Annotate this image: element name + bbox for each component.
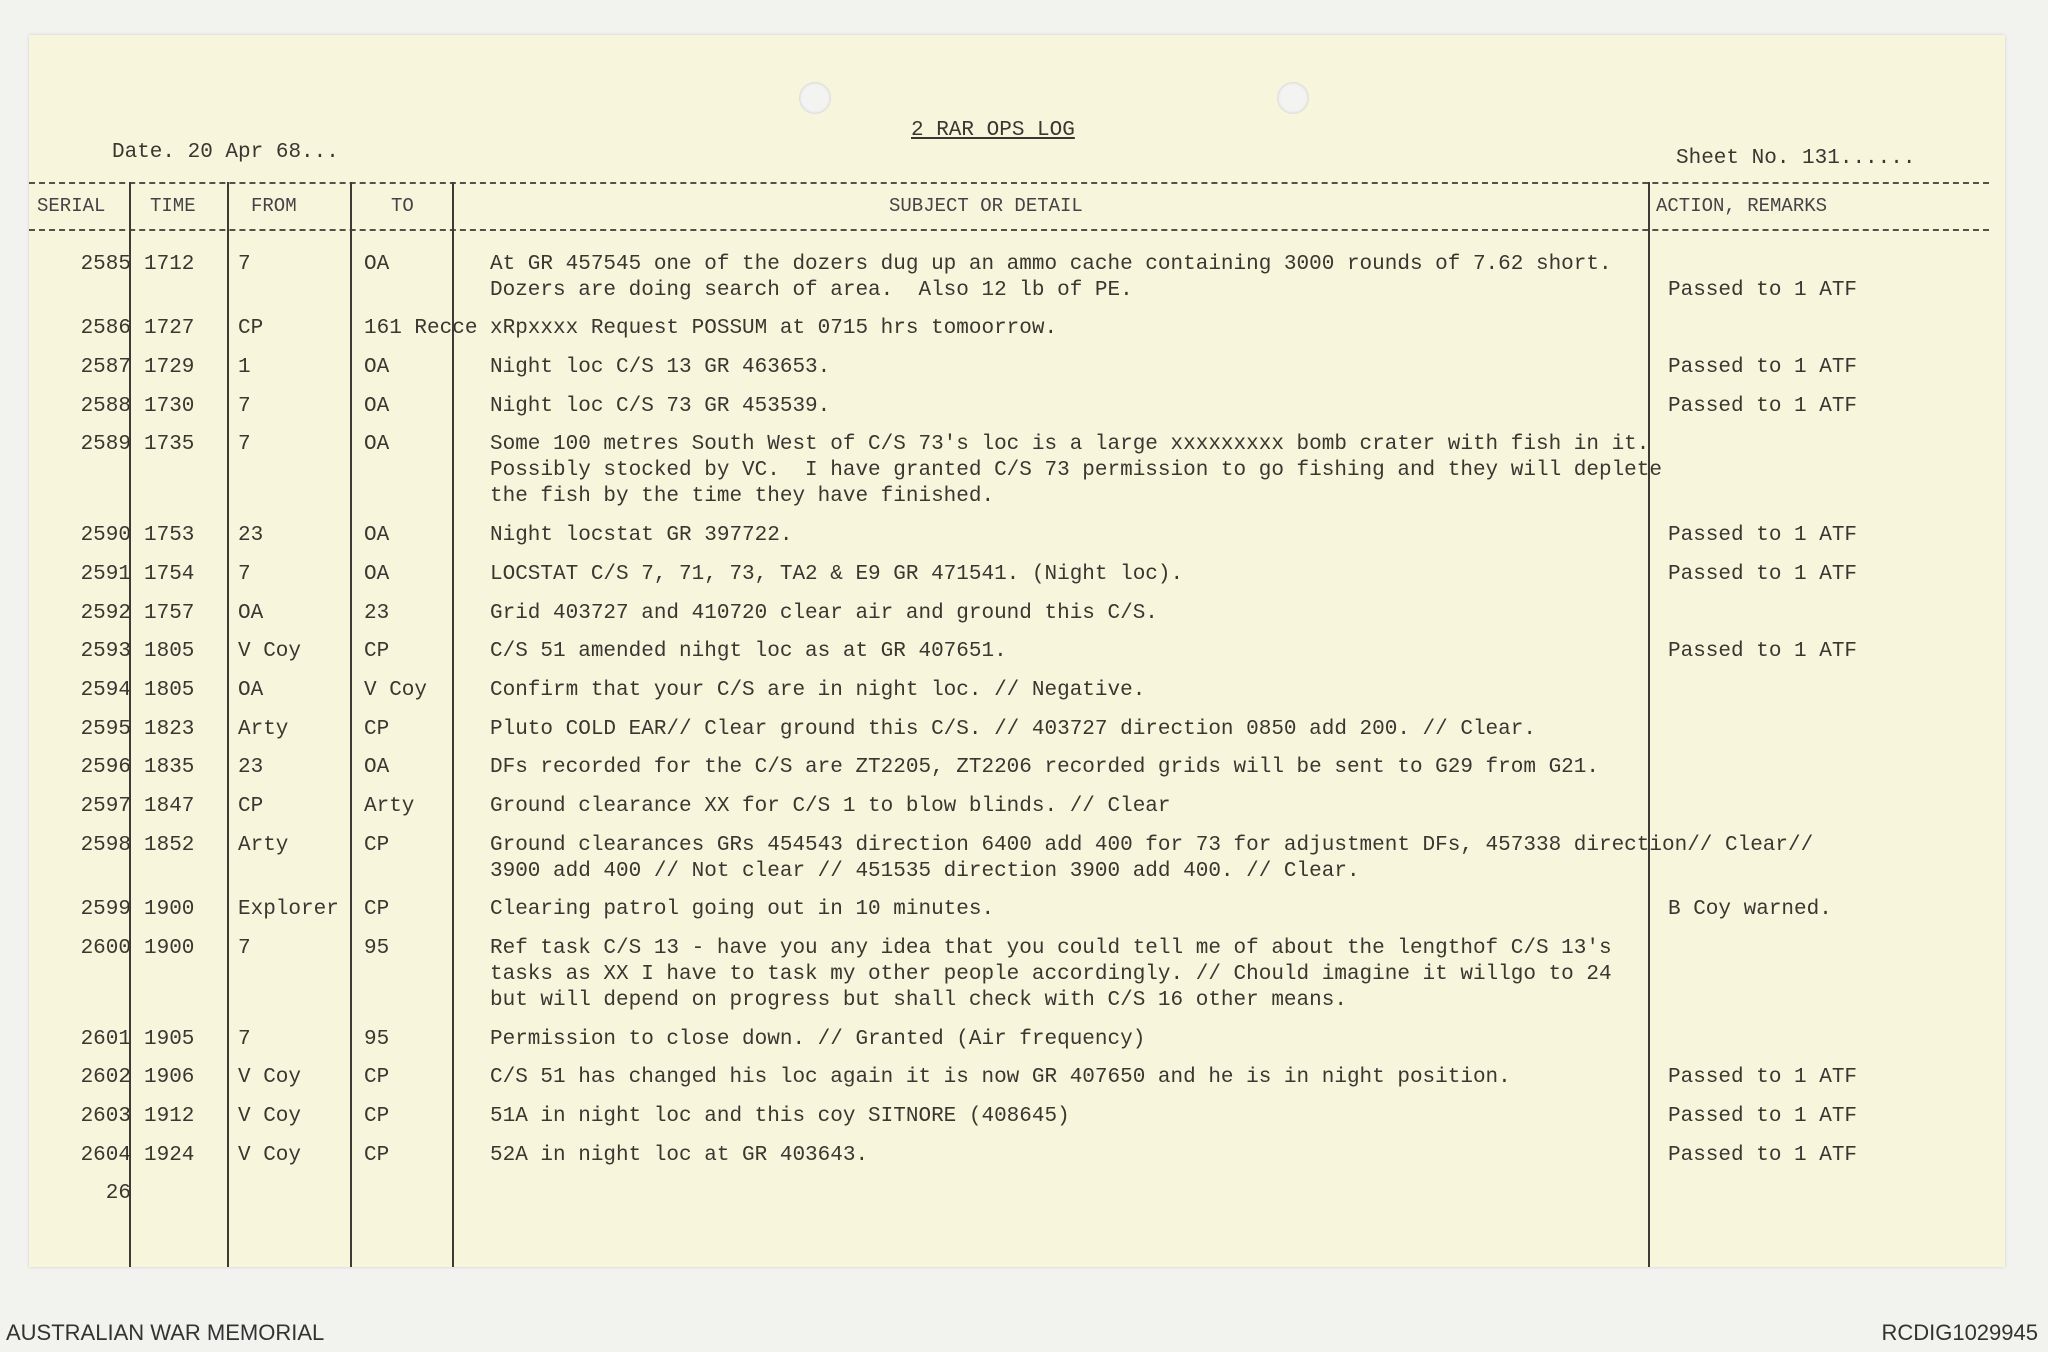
document-title: 2 RAR OPS LOG — [911, 119, 1075, 142]
cell-to: 23 — [364, 601, 390, 625]
sheet-value: 131 — [1802, 147, 1840, 170]
cell-to: CP — [364, 717, 390, 741]
column-header-to: TO — [391, 195, 414, 217]
cell-time: 1924 — [144, 1143, 195, 1167]
cell-time: 1906 — [144, 1066, 195, 1090]
cell-detail: Some 100 metres South West of C/S 73's loc is a large xxxxxxxxx bomb crater with fish in it. Possibly stocked by VC. I have granted C/S 73 permission to go fishing and they will deplete the fish by the time they have finished. — [490, 433, 1662, 509]
cell-time: 1757 — [144, 601, 195, 625]
cell-time: 1835 — [144, 756, 195, 780]
cell-detail: At GR 457545 one of the dozers dug up an ammo cache containing 3000 rounds of 7.62 short. Dozers are doing search of area. Also 12 lb of PE. — [490, 252, 1612, 302]
cell-time: 1847 — [144, 794, 195, 818]
cell-time — [131, 1181, 232, 1207]
log-row — [29, 304, 2005, 343]
log-row — [29, 1091, 2005, 1130]
cell-from: V Coy — [238, 1143, 302, 1167]
cell-action: Passed to 1 ATF — [1668, 1143, 1858, 1167]
cell-serial: 26 — [105, 1182, 131, 1206]
log-row — [29, 420, 2005, 511]
cell-action: Passed to 1 ATF — [1668, 640, 1858, 664]
log-row — [29, 704, 2005, 743]
cell-to: CP — [364, 898, 390, 922]
cell-serial: 2587 — [80, 356, 131, 380]
cell-detail: xRpxxxx Request POSSUM at 0715 hrs tomoorrow. — [490, 317, 1058, 341]
log-row — [29, 1014, 2005, 1053]
log-row — [29, 510, 2005, 549]
cell-action: Passed to 1 ATF — [1668, 1066, 1858, 1090]
cell-from — [232, 1181, 358, 1207]
cell-detail: Grid 403727 and 410720 clear air and ground this C/S. — [490, 601, 1158, 625]
log-entries — [29, 239, 2005, 1207]
cell-to: OA — [364, 562, 390, 586]
cell-from: 1 — [238, 356, 251, 380]
cell-to: OA — [364, 433, 390, 457]
cell-detail: Ground clearance XX for C/S 1 to blow blinds. // Clear — [490, 794, 1171, 818]
header-top-rule — [29, 182, 1989, 184]
cell-from: 23 — [238, 756, 264, 780]
cell-from: V Coy — [238, 1066, 302, 1090]
cell-detail: Night loc C/S 73 GR 453539. — [490, 394, 831, 418]
log-row — [29, 549, 2005, 588]
cell-action — [1658, 601, 1958, 627]
cell-serial: 2603 — [80, 1105, 131, 1129]
cell-detail: Clearing patrol going out in 10 minutes. — [490, 898, 995, 922]
cell-to: CP — [364, 1143, 390, 1167]
cell-serial: 2596 — [80, 756, 131, 780]
cell-serial: 2599 — [80, 898, 131, 922]
cell-to: 161 Recce — [364, 317, 478, 341]
sheet-label: Sheet No. — [1676, 147, 1790, 170]
cell-time: 1905 — [144, 1027, 195, 1051]
date-value: 20 Apr 68 — [187, 141, 302, 164]
cell-to: OA — [364, 756, 390, 780]
log-row — [29, 1169, 2005, 1208]
log-row — [29, 743, 2005, 782]
column-header-subject: SUBJECT OR DETAIL — [889, 195, 1083, 217]
cell-to: Arty — [364, 794, 415, 818]
column-header-action: ACTION, REMARKS — [1656, 195, 1828, 217]
cell-action: B Coy warned. — [1668, 898, 1832, 922]
cell-action — [1658, 717, 1958, 743]
log-row — [29, 588, 2005, 627]
cell-action — [1658, 755, 1958, 781]
cell-to — [358, 1181, 471, 1207]
log-row — [29, 820, 2005, 885]
cell-to: OA — [364, 252, 390, 276]
cell-serial: 2604 — [80, 1143, 131, 1167]
punch-hole — [1277, 82, 1309, 114]
cell-time: 1753 — [144, 524, 195, 548]
cell-time: 1912 — [144, 1105, 195, 1129]
cell-serial: 2590 — [80, 524, 131, 548]
cell-from: Explorer — [238, 898, 339, 922]
cell-serial: 2600 — [80, 937, 131, 960]
log-row — [29, 923, 2005, 1014]
cell-time: 1823 — [144, 717, 195, 741]
log-row — [29, 1053, 2005, 1092]
date-label: Date. — [112, 141, 176, 164]
cell-to: CP — [364, 1066, 390, 1090]
log-row — [29, 665, 2005, 704]
cell-serial: 2588 — [80, 394, 131, 418]
sheet-number: Sheet No. 131...... — [1676, 147, 1916, 170]
cell-detail: C/S 51 amended nihgt loc as at GR 407651. — [490, 640, 1007, 664]
cell-time: 1727 — [144, 317, 195, 341]
cell-action — [1658, 432, 1958, 510]
cell-time: 1730 — [144, 394, 195, 418]
cell-action — [1658, 833, 1958, 885]
cell-from: V Coy — [238, 1105, 302, 1129]
log-row — [29, 627, 2005, 666]
cell-to: CP — [364, 640, 390, 664]
ops-log-sheet — [29, 35, 2005, 1267]
cell-to: OA — [364, 394, 390, 418]
cell-from: Arty — [238, 833, 289, 857]
cell-detail: Confirm that your C/S are in night loc. // Negative. — [490, 678, 1146, 702]
cell-serial: 2602 — [80, 1066, 131, 1090]
cell-serial: 2589 — [80, 433, 131, 457]
cell-from: 23 — [238, 524, 264, 548]
cell-serial: 2598 — [80, 833, 131, 857]
cell-detail: Night loc C/S 13 GR 463653. — [490, 356, 831, 380]
cell-from: CP — [238, 317, 264, 341]
cell-from: OA — [238, 601, 264, 625]
cell-to: 95 — [364, 1027, 390, 1051]
column-header-serial: SERIAL — [37, 195, 106, 217]
cell-action: Passed to 1 ATF — [1668, 394, 1858, 418]
cell-action — [1658, 936, 1958, 1014]
cell-serial: 2592 — [80, 601, 131, 625]
cell-action: Passed to 1 ATF — [1668, 356, 1858, 380]
cell-detail — [471, 1181, 1658, 1207]
log-row — [29, 1130, 2005, 1169]
cell-time: 1712 — [144, 252, 195, 276]
column-header-from: FROM — [251, 195, 297, 217]
cell-serial: 2585 — [80, 252, 131, 276]
cell-detail: Ground clearances GRs 454543 direction 6400 add 400 for 73 for adjustment DFs, 457338 direction// Clear// 3900 add 400 // Not clear // 451535 direction 3900 add 400. // Clear. — [490, 833, 1814, 883]
cell-detail: Night locstat GR 397722. — [490, 524, 793, 548]
cell-from: Arty — [238, 717, 289, 741]
footer-id: RCDIG1029945 — [1881, 1320, 2038, 1345]
cell-action: Passed to 1 ATF — [1668, 1105, 1858, 1129]
cell-detail: C/S 51 has changed his loc again it is now GR 407650 and he is in night position. — [490, 1066, 1511, 1090]
cell-from: CP — [238, 794, 264, 818]
cell-time: 1900 — [144, 937, 195, 960]
cell-to: OA — [364, 524, 390, 548]
cell-serial: 2594 — [80, 678, 131, 702]
cell-detail: LOCSTAT C/S 7, 71, 73, TA2 & E9 GR 471541. (Night loc). — [490, 562, 1184, 586]
cell-action — [1658, 794, 1958, 820]
log-row — [29, 239, 2005, 304]
cell-from: 7 — [238, 252, 251, 276]
cell-time: 1852 — [144, 833, 195, 857]
cell-serial: 2597 — [80, 794, 131, 818]
cell-detail: Permission to close down. // Granted (Air frequency) — [490, 1027, 1146, 1051]
cell-detail: 51A in night loc and this coy SITNORE (408645) — [490, 1105, 1070, 1129]
cell-serial: 2586 — [80, 317, 131, 341]
cell-from: 7 — [238, 433, 251, 457]
cell-action — [1658, 1027, 1958, 1053]
cell-from: OA — [238, 678, 264, 702]
cell-from: 7 — [238, 937, 251, 960]
cell-action — [1658, 678, 1958, 704]
cell-detail: Pluto COLD EAR// Clear ground this C/S. // 403727 direction 0850 add 200. // Clear. — [490, 717, 1536, 741]
cell-from: 7 — [238, 1027, 251, 1051]
punch-hole — [799, 82, 831, 114]
date-field: Date. 20 Apr 68... — [112, 141, 339, 164]
cell-time: 1735 — [144, 433, 195, 457]
cell-serial: 2591 — [80, 562, 131, 586]
cell-to: 95 — [364, 937, 390, 960]
log-row — [29, 885, 2005, 924]
footer-source: AUSTRALIAN WAR MEMORIAL — [6, 1320, 325, 1345]
column-header-time: TIME — [150, 195, 196, 217]
cell-from: 7 — [238, 562, 251, 586]
log-row — [29, 381, 2005, 420]
cell-to: V Coy — [364, 678, 428, 702]
cell-action — [1658, 1181, 1958, 1207]
cell-to: CP — [364, 833, 390, 857]
cell-detail: DFs recorded for the C/S are ZT2205, ZT2206 recorded grids will be sent to G29 from G21. — [490, 756, 1599, 780]
cell-time: 1729 — [144, 356, 195, 380]
log-row — [29, 342, 2005, 381]
cell-from: 7 — [238, 394, 251, 418]
cell-from: V Coy — [238, 640, 302, 664]
cell-action: Passed to 1 ATF — [1668, 562, 1858, 586]
cell-to: CP — [364, 1105, 390, 1129]
cell-time: 1805 — [144, 640, 195, 664]
cell-time: 1754 — [144, 562, 195, 586]
log-row — [29, 781, 2005, 820]
cell-time: 1805 — [144, 678, 195, 702]
header-bottom-rule — [29, 229, 1989, 231]
cell-detail: 52A in night loc at GR 403643. — [490, 1143, 869, 1167]
cell-time: 1900 — [144, 898, 195, 922]
cell-serial: 2593 — [80, 640, 131, 664]
cell-action: Passed to 1 ATF — [1668, 524, 1858, 548]
cell-detail: Ref task C/S 13 - have you any idea that you could tell me of about the lengthof C/S 13's tasks as XX I have to task my other people accordingly. // Chould imagine it willgo to 24 but will depend on progress but shall check with C/S 16 other means. — [490, 937, 1612, 1012]
cell-action — [1658, 316, 1958, 342]
cell-to: OA — [364, 356, 390, 380]
cell-serial: 2601 — [80, 1027, 131, 1051]
cell-action: Passed to 1 ATF — [1668, 278, 1858, 302]
cell-serial: 2595 — [80, 717, 131, 741]
